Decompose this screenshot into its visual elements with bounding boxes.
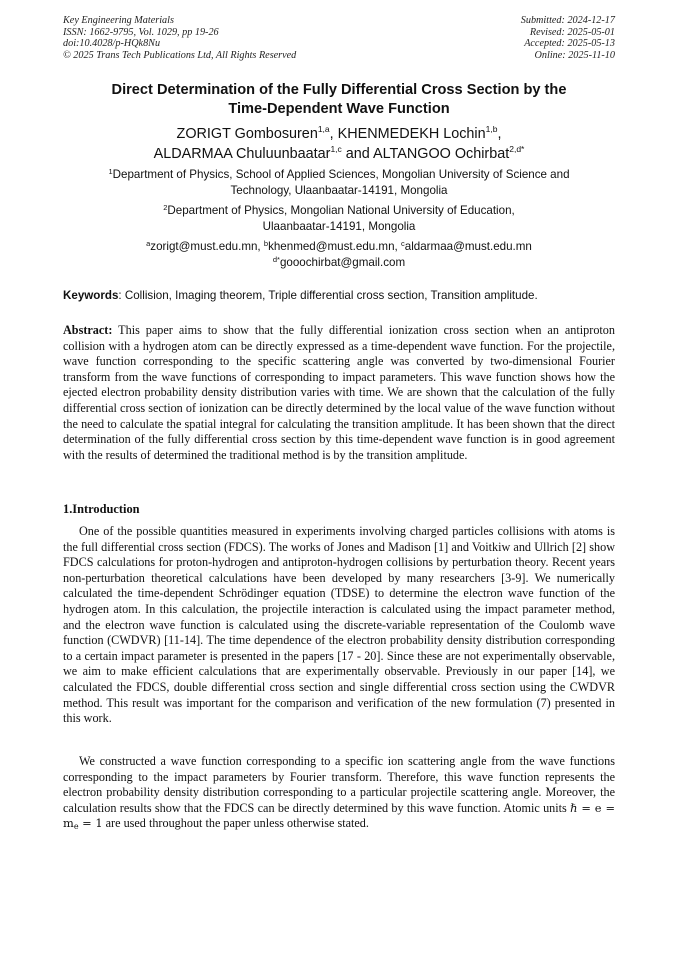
revised-date: Revised: 2025-05-01 <box>529 26 615 38</box>
online-date: Online: 2025-11-10 <box>534 49 615 61</box>
keywords-text: : Collision, Imaging theorem, Triple differential cross section, Transition amplitude. <box>118 289 538 302</box>
email-d: gooochirbat@gmail.com <box>279 256 406 269</box>
journal-header-left <box>63 15 296 61</box>
abstract-label: Abstract: <box>63 323 113 337</box>
author-emails <box>63 239 615 271</box>
journal-name: Key Engineering Materials <box>63 15 174 26</box>
email-c-mark: c <box>401 239 405 248</box>
email-a: zorigt@must.edu.mn, <box>150 240 261 253</box>
abstract-section <box>63 323 615 463</box>
affiliation-2-mark: 2 <box>163 203 168 212</box>
paragraph-2-end: are used throughout the paper unless otherwise stated. <box>102 816 369 831</box>
paper-title <box>63 81 615 118</box>
title-line-1: Direct Determination of the Fully Differential Cross Section by the <box>111 82 567 98</box>
author-4-affiliation-mark: 2,d* <box>509 144 525 154</box>
introduction-heading: 1.Introduction <box>63 502 140 516</box>
formula-lhs: ℏ = e = m <box>63 800 615 831</box>
email-c: aldarmaa@must.edu.mn <box>404 240 532 253</box>
title-line-2: Time-Dependent Wave Function <box>228 100 450 117</box>
affiliation-1-mark: 1 <box>108 167 113 176</box>
authors-line-1: ZORIGT Gombosuren$^{1,a}$, KHENMEDEKH Lochin$^{1,b}$, <box>176 124 502 142</box>
paragraph-2-text: We constructed a wave function corresponding to a specific ion scattering angle from the wave functions corresponding to the impact parameters by Fourier transform. Therefore, this wave function represents the electron probability density distribution corresponding to a particular projectile scattering angle. Moreover, the calculation results show that the FDCS can be directly determined by this wave function. Atomic units <box>63 754 615 815</box>
author-conjunction: and <box>345 146 370 162</box>
email-a-mark: a <box>146 239 151 248</box>
affiliation-2-line-1 <box>63 203 615 219</box>
affiliation-1 <box>63 167 615 199</box>
author-3-name: ALDARMAA Chuluunbaatar <box>153 146 331 162</box>
keywords-section <box>63 288 615 304</box>
author-3-affiliation-mark: 1,c <box>330 144 342 154</box>
keywords-label: Keywords <box>63 289 119 302</box>
email-b: khenmed@must.edu.mn, <box>268 240 398 253</box>
affiliation-2 <box>63 203 615 235</box>
accepted-date: Accepted: 2025-05-13 <box>524 38 615 50</box>
affiliation-1-text-2: Technology, Ulaanbaatar-14191, Mongolia <box>230 184 448 197</box>
affiliation-2-text-1: Department of Physics, Mongolian National University of Education, <box>167 204 515 217</box>
affiliation-1-text-1: Department of Physics, School of Applied Sciences, Mongolian University of Science and <box>112 168 570 181</box>
author-1-name: ZORIGT Gombosuren <box>176 126 318 142</box>
introduction-paragraph-1: One of the possible quantities measured in experiments involving charged particles collisions with atoms is the full differential cross section (FDCS). The works of Jones and Madison [1] and Voitkiw and Ullrich [2] show FDCS calculations for proton-hydrogen and antiproton-hydrogen collisions by perturbation theory. Recent years non-perturbation theoretical calculations have been developed by many researchers [3-9]. We numerically calculated the time-dependent Schrödinger equation (TDSE) to determine the electron wave function of the hydrogen atom. In this calculation, the projectile interaction is calculated using the impact parameter method, and the electron wave function is calculated using the discrete-variable representation of the Coulomb wave function (CWDVR) [11-14]. The time dependence of the electron probability density distribution corresponding to a certain impact parameter is presented in the papers [17 - 20]. Since these are not experimentally observable, we aim to make efficient calculations that are experimentally observable. Previously in our paper [14], we calculated the FDCS, double differential cross section and single differential cross section using the CWDVR method. This result was important for the comparison and verification of the new formulation (7) presented in this work. <box>63 524 615 726</box>
author-list <box>63 124 615 164</box>
author-4-name: ALTANGOO Ochirbat <box>373 146 510 162</box>
affiliation-2-text-2: Ulaanbaatar-14191, Mongolia <box>262 220 416 233</box>
emails-line-1 <box>63 239 615 255</box>
copyright-line: © 2025 Trans Tech Publications Ltd, All Rights Reserved <box>63 49 297 61</box>
affiliation-1-line-1 <box>63 167 615 183</box>
journal-header-right <box>521 15 615 61</box>
submitted-date: Submitted: 2024-12-17 <box>520 15 615 26</box>
doi-line: doi:10.4028/p-HQk8Nu <box>63 38 161 50</box>
author-1-affiliation-mark: 1,a <box>317 124 330 134</box>
email-b-mark: b <box>263 239 269 248</box>
emails-line-2 <box>63 255 615 271</box>
formula-subscript: e <box>73 822 79 832</box>
authors-line-2 <box>63 144 615 164</box>
email-d-mark: d* <box>272 255 280 264</box>
issn-line: ISSN: 1662-9795, Vol. 1029, pp 19-26 <box>63 26 219 38</box>
author-2-affiliation-mark: 1,b <box>485 124 498 134</box>
author-2-name: KHENMEDEKH Lochin <box>337 126 486 142</box>
abstract-text: This paper aims to show that the fully differential ionization cross section when an antiproton collision with a hydrogen atom can be directly expressed as a time-dependent wave function. For the projectile, wave function corresponding to the specific scattering angle was converted by two-dimensional Fourier transform from the wave functions of corresponding to impact parameters. This wave function shows how the ejected electron probability density distribution varies with time. We are shown that the calculation of the fully differential cross section of ionization can be directly determined by the local value of the wave function without the need to calculate the spatial integral for calculating the transition amplitude. It has been shown that the direct determination of the fully differential cross section by this time-dependent wave function is in good agreement with the results of determined the traditional method is by the transition amplitude. <box>63 323 615 462</box>
introduction-paragraph-2 <box>63 754 615 832</box>
formula-rhs: = 1 <box>78 816 103 831</box>
